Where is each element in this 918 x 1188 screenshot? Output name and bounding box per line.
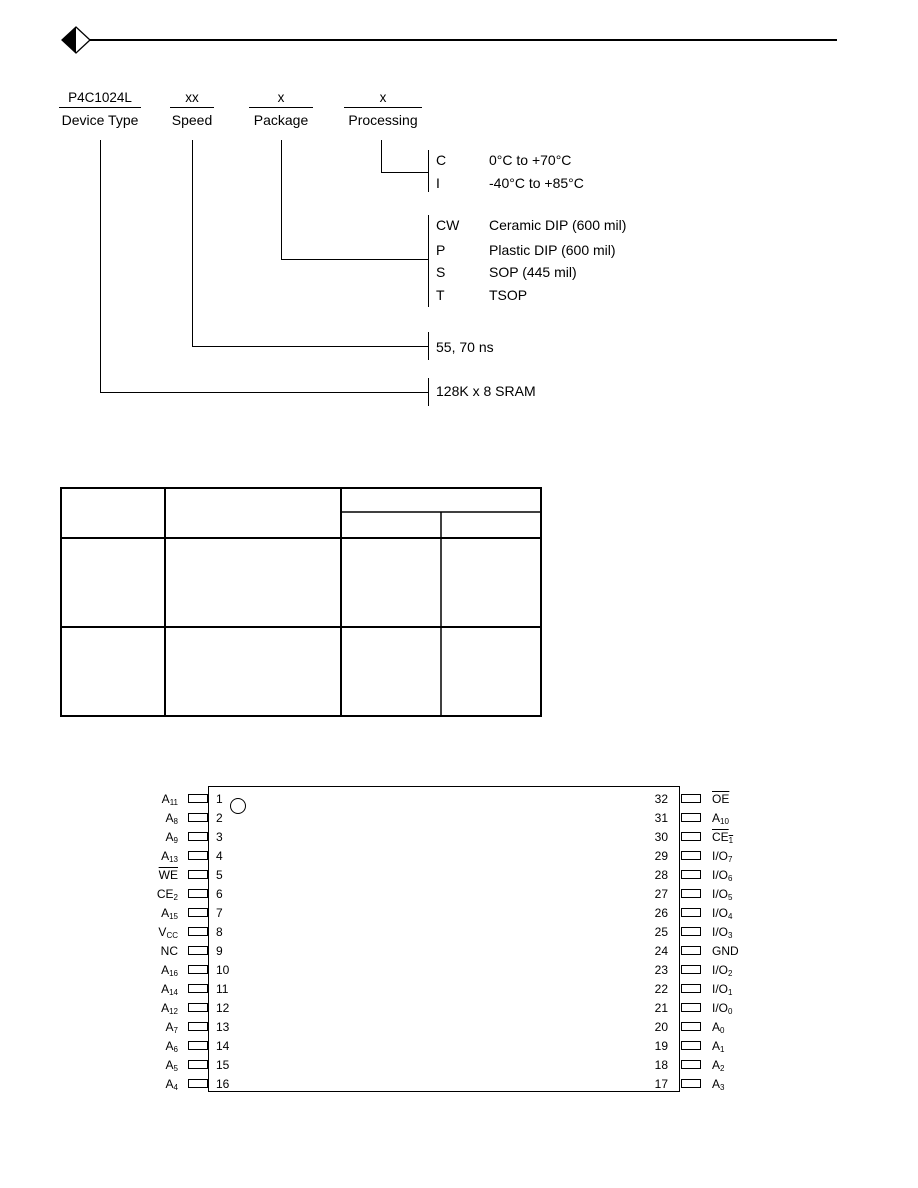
pin-lead (188, 870, 208, 879)
pin-lead (188, 1022, 208, 1031)
pin-label (712, 944, 739, 958)
package-code: S (436, 264, 446, 280)
pin-number: 4 (216, 849, 223, 863)
pin-number: 32 (654, 792, 668, 806)
pin-name: $I/O_5$ (712, 887, 733, 902)
field-code: xx (185, 90, 199, 105)
pin-number: 15 (216, 1058, 230, 1072)
company-logo-icon (60, 26, 92, 54)
pin-lead (681, 946, 701, 955)
pin-name: $I/O_6$ (712, 868, 733, 883)
pin-lead (681, 813, 701, 822)
pin1-indicator (230, 798, 246, 814)
processing-desc: -40°C to +85°C (489, 175, 584, 191)
pin-lead (188, 1003, 208, 1012)
pin-label (712, 906, 732, 924)
pin-name: $I/O_2$ (712, 963, 733, 978)
pin-number: 23 (654, 963, 668, 977)
field-label: Processing (348, 112, 418, 128)
pin-name: $A_2$ (712, 1058, 725, 1073)
pin-lead (681, 889, 701, 898)
pin-label (712, 1039, 724, 1057)
pin-name: $I/O_3$ (712, 925, 733, 940)
pin-name: $A_5$ (165, 1058, 178, 1073)
pin-name: $A_1$ (712, 1039, 725, 1054)
package-desc: TSOP (489, 287, 528, 303)
device-value: 128K x 8 SRAM (436, 383, 536, 399)
pin-name: $A_{13}$ (161, 849, 178, 864)
pin-label (120, 982, 178, 1000)
pin-lead (681, 851, 701, 860)
field-label: Speed (171, 112, 213, 128)
pin-number: 31 (654, 811, 668, 825)
pin-name: $A_{10}$ (712, 811, 729, 826)
pin-label (120, 1077, 178, 1095)
field-code: P4C1024L (68, 90, 132, 105)
pin-name: $A_4$ (165, 1077, 178, 1092)
pin-label (120, 944, 178, 958)
pin-name: GND (712, 944, 739, 958)
pin-name: $A_6$ (165, 1039, 178, 1054)
pin-label (712, 1001, 732, 1019)
pin-lead (681, 1022, 701, 1031)
processing-code: I (436, 175, 440, 191)
pin-name: $A_7$ (165, 1020, 178, 1035)
pin-lead (681, 1041, 701, 1050)
header-rule (90, 39, 837, 41)
pin-label (712, 925, 732, 943)
pin-label (120, 1058, 178, 1076)
package-desc: Ceramic DIP (600 mil) (489, 217, 627, 233)
pin-lead (188, 851, 208, 860)
pin-label (712, 1077, 724, 1095)
pin-lead (681, 908, 701, 917)
pin-number: 1 (216, 792, 223, 806)
pin-lead (188, 984, 208, 993)
pin-name: $A_{15}$ (161, 906, 178, 921)
pin-number: 20 (654, 1020, 668, 1034)
pin-name: $I/O_1$ (712, 982, 733, 997)
pin-number: 6 (216, 887, 223, 901)
pin-name: $A_3$ (712, 1077, 725, 1092)
pin-name: NC (160, 944, 178, 958)
pin-lead (681, 794, 701, 803)
pin-label (120, 963, 178, 981)
pin-label (712, 1058, 724, 1076)
field-rule (59, 107, 141, 108)
pin-lead (681, 965, 701, 974)
pin-lead (188, 832, 208, 841)
pin-number: 22 (654, 982, 668, 996)
pin-name: $I/O_0$ (712, 1001, 733, 1016)
pin-lead (188, 794, 208, 803)
pin-number: 9 (216, 944, 223, 958)
pin-lead (681, 984, 701, 993)
pin-lead (681, 870, 701, 879)
pin-name: $CE_2$ (156, 887, 178, 902)
field-rule (170, 107, 214, 108)
pin-number: 28 (654, 868, 668, 882)
field-label: Package (253, 112, 309, 128)
pin-name: $A_{16}$ (161, 963, 178, 978)
pin-name: $V_{CC}$ (158, 925, 178, 940)
pin-label (712, 830, 733, 848)
pin-label (712, 982, 732, 1000)
pin-label (120, 830, 178, 848)
pin-number: 25 (654, 925, 668, 939)
pin-lead (681, 832, 701, 841)
pin-lead (188, 1041, 208, 1050)
field-rule (344, 107, 422, 108)
pin-lead (188, 889, 208, 898)
pin-name: $A_{14}$ (161, 982, 178, 997)
pin-name: $A_0$ (712, 1020, 725, 1035)
field-code: x (379, 90, 387, 105)
processing-code: C (436, 152, 447, 168)
pin-lead (188, 1079, 208, 1088)
pin-number: 5 (216, 868, 223, 882)
pin-label (712, 887, 732, 905)
pin-number: 10 (216, 963, 230, 977)
pin-label (712, 1020, 724, 1038)
pin-name: $I/O_7$ (712, 849, 733, 864)
pin-name: $I/O_4$ (712, 906, 733, 921)
pin-label (712, 963, 732, 981)
pin-label (712, 849, 732, 867)
pin-label (120, 811, 178, 829)
processing-desc: 0°C to +70°C (489, 152, 572, 168)
chip-body (208, 786, 680, 1092)
package-code: T (436, 287, 445, 303)
pin-number: 7 (216, 906, 223, 920)
pin-label (120, 887, 178, 905)
pin-name: $A_{11}$ (161, 792, 178, 807)
pin-name: $\overline{OE}$ (712, 792, 730, 806)
pin-label (120, 792, 178, 810)
pin-lead (681, 1060, 701, 1069)
pin-label (712, 792, 729, 806)
package-desc: Plastic DIP (600 mil) (489, 242, 616, 258)
pin-lead (188, 927, 208, 936)
pin-label (712, 811, 729, 829)
pin-lead (188, 965, 208, 974)
pin-lead (188, 1060, 208, 1069)
package-desc: SOP (445 mil) (489, 264, 577, 280)
pin-name: $A_{12}$ (161, 1001, 178, 1016)
pin-number: 12 (216, 1001, 230, 1015)
pin-number: 3 (216, 830, 223, 844)
pin-label (120, 1001, 178, 1019)
field-code: x (277, 90, 285, 105)
speed-value: 55, 70 ns (436, 339, 494, 355)
pin-number: 16 (216, 1077, 230, 1091)
pin-number: 19 (654, 1039, 668, 1053)
pin-lead (681, 1079, 701, 1088)
pin-label (120, 925, 178, 943)
pin-number: 13 (216, 1020, 230, 1034)
pin-number: 27 (654, 887, 668, 901)
pin-number: 2 (216, 811, 223, 825)
pin-lead (681, 927, 701, 936)
pin-label (712, 868, 732, 886)
pin-label (120, 1039, 178, 1057)
pin-label (120, 868, 178, 882)
field-label: Device Type (61, 112, 139, 128)
package-code: CW (436, 217, 460, 233)
pin-lead (188, 908, 208, 917)
pin-lead (188, 813, 208, 822)
package-code: P (436, 242, 446, 258)
pin-number: 24 (654, 944, 668, 958)
pin-label (120, 1020, 178, 1038)
pin-label (120, 906, 178, 924)
empty-table (60, 487, 544, 719)
pin-number: 26 (654, 906, 668, 920)
field-rule (249, 107, 313, 108)
pin-label (120, 849, 178, 867)
pin-lead (188, 946, 208, 955)
pin-number: 11 (216, 982, 229, 996)
pin-lead (681, 1003, 701, 1012)
pin-name: $\overline{WE}$ (158, 868, 178, 882)
pin-name: $A_8$ (165, 811, 178, 826)
pin-number: 17 (654, 1077, 668, 1091)
pin-number: 8 (216, 925, 223, 939)
pin-number: 21 (654, 1001, 668, 1015)
pin-number: 18 (654, 1058, 668, 1072)
pin-number: 14 (216, 1039, 230, 1053)
pin-name: $\overline{CE}_1$ (712, 830, 734, 845)
pin-number: 29 (654, 849, 668, 863)
pin-number: 30 (654, 830, 668, 844)
pin-name: $A_9$ (165, 830, 178, 845)
